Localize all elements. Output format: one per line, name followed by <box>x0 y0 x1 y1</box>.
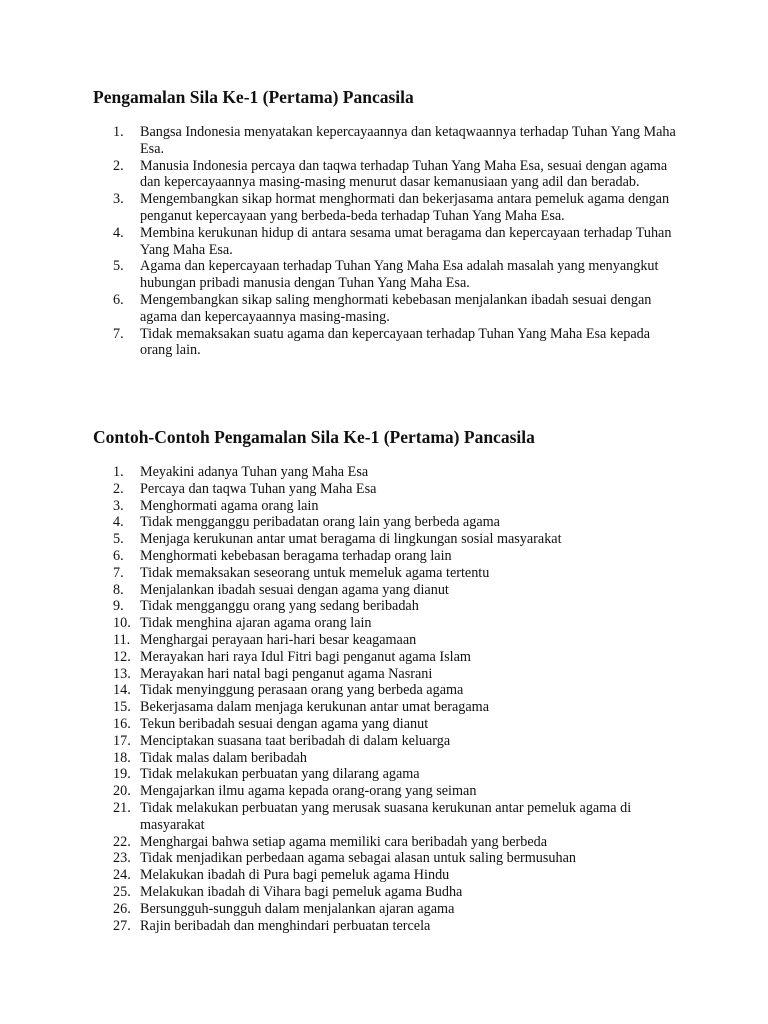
list-item <box>113 649 683 666</box>
list-item <box>113 464 683 481</box>
list-item <box>113 884 683 901</box>
list-item-text: Tidak menjadikan perbedaan agama sebagai alasan untuk saling bermusuhan <box>140 850 577 867</box>
list-item <box>113 158 683 192</box>
list-item-number: 13. <box>113 665 131 682</box>
list-item-number: 14. <box>113 682 131 699</box>
list-item <box>113 901 683 918</box>
list-item-number: 22. <box>113 833 131 850</box>
list-item-text: Merayakan hari natal bagi penganut agama Nasrani <box>140 665 433 682</box>
list-item-text: Tidak menghina ajaran agama orang lain <box>140 615 372 632</box>
list-item-text: Tidak melakukan perbuatan yang merusak suasana kerukunan antar pemeluk agama di masyarakat <box>140 799 632 833</box>
list-item-text: Tidak memaksakan suatu agama dan kepercayaan terhadap Tuhan Yang Maha Esa kepada orang lain. <box>140 325 651 359</box>
list-item-number: 15. <box>113 699 131 716</box>
list-item-number: 19. <box>113 766 131 783</box>
list-item-number: 21. <box>113 799 131 816</box>
list-item-text: Mengembangkan sikap hormat menghormati dan bekerjasama antara pemeluk agama dengan penganut kepercayaan yang berbeda-beda terhadap Tuhan Yang Maha Esa. <box>140 191 670 224</box>
list-item-text: Agama dan kepercayaan terhadap Tuhan Yang Maha Esa adalah masalah yang menyangkut hubungan pribadi manusia dengan Tuhan Yang Maha Esa. <box>140 258 659 292</box>
list-item-number: 9. <box>113 598 124 615</box>
list-item-number: 25. <box>113 883 131 900</box>
list-item-text: Tidak mengganggu peribadatan orang lain yang berbeda agama <box>140 514 500 531</box>
list-item-number: 3. <box>113 191 124 208</box>
list-item-number: 17. <box>113 732 131 749</box>
list-item <box>113 750 683 767</box>
list-item <box>113 716 683 733</box>
list-item-number: 10. <box>113 615 131 632</box>
list-item-text: Percaya dan taqwa Tuhan yang Maha Esa <box>140 480 377 497</box>
list-item <box>113 918 683 935</box>
list-item-text: Meyakini adanya Tuhan yang Maha Esa <box>140 464 369 480</box>
list-item-number: 5. <box>113 258 124 275</box>
list-item <box>113 699 683 716</box>
list-item-number: 1. <box>113 124 124 140</box>
list-item <box>113 867 683 884</box>
list-item-number: 4. <box>113 514 124 531</box>
list-item <box>113 292 683 326</box>
list-item-number: 2. <box>113 480 124 497</box>
list-item <box>113 548 683 565</box>
list-item-number: 6. <box>113 291 124 308</box>
list-item <box>113 258 683 292</box>
list-item-text: Melakukan ibadah di Vihara bagi pemeluk agama Budha <box>140 883 463 900</box>
list-item-text: Merayakan hari raya Idul Fitri bagi penganut agama Islam <box>140 648 471 665</box>
contoh-list <box>113 464 683 934</box>
list-item <box>113 225 683 259</box>
list-item-text: Membina kerukunan hidup di antara sesama umat beragama dan kepercayaan terhadap Tuhan Yang Maha Esa. <box>140 224 672 258</box>
list-item <box>113 733 683 750</box>
list-item <box>113 766 683 783</box>
list-item-number: 7. <box>113 325 124 342</box>
list-item-text: Menjalankan ibadah sesuai dengan agama yang dianut <box>140 581 449 598</box>
list-item-number: 6. <box>113 547 124 564</box>
list-item <box>113 666 683 683</box>
list-item-number: 18. <box>113 749 131 766</box>
list-item-number: 24. <box>113 867 131 884</box>
list-item <box>113 800 683 834</box>
list-item <box>113 326 683 360</box>
list-item <box>113 582 683 599</box>
section-heading-pengamalan: Pengamalan Sila Ke-1 (Pertama) Pancasila <box>93 87 414 107</box>
list-item <box>113 191 683 225</box>
list-item-text: Tekun beribadah sesuai dengan agama yang dianut <box>140 715 429 732</box>
list-item <box>113 514 683 531</box>
list-item-number: 8. <box>113 581 124 598</box>
list-item-text: Bersungguh-sungguh dalam menjalankan ajaran agama <box>140 900 455 917</box>
section-heading-contoh: Contoh-Contoh Pengamalan Sila Ke-1 (Pertama) Pancasila <box>93 427 535 447</box>
list-item-text: Tidak melakukan perbuatan yang dilarang agama <box>140 766 420 783</box>
list-item-number: 20. <box>113 783 131 800</box>
list-item <box>113 565 683 582</box>
list-item-number: 7. <box>113 564 124 581</box>
list-item-number: 26. <box>113 900 131 917</box>
list-item-text: Tidak menyinggung perasaan orang yang berbeda agama <box>140 682 464 699</box>
list-item-text: Rajin beribadah dan menghindari perbuatan tercela <box>140 917 431 934</box>
list-item-text: Menciptakan suasana taat beribadah di dalam keluarga <box>140 732 451 749</box>
list-item <box>113 531 683 548</box>
list-item <box>113 598 683 615</box>
list-item-number: 12. <box>113 648 131 665</box>
list-item-text: Mengembangkan sikap saling menghormati kebebasan menjalankan ibadah sesuai dengan agama dan kepercayaannya masing-masing. <box>140 291 652 325</box>
list-item-text: Menghargai perayaan hari-hari besar keagamaan <box>140 631 417 648</box>
list-item-text: Menjaga kerukunan antar umat beragama di lingkungan sosial masyarakat <box>140 531 562 548</box>
list-item-text: Bekerjasama dalam menjaga kerukunan antar umat beragama <box>140 699 490 716</box>
list-item <box>113 498 683 515</box>
list-item-text: Tidak malas dalam beribadah <box>140 749 307 766</box>
list-item <box>113 682 683 699</box>
list-item <box>113 850 683 867</box>
list-item-text: Menghargai bahwa setiap agama memiliki cara beribadah yang berbeda <box>140 833 548 850</box>
list-item <box>113 783 683 800</box>
list-item-number: 3. <box>113 497 124 514</box>
list-item-number: 2. <box>113 157 124 174</box>
list-item-text: Menghormati kebebasan beragama terhadap orang lain <box>140 547 452 564</box>
list-item-number: 5. <box>113 531 124 548</box>
list-item <box>113 632 683 649</box>
list-item-number: 11. <box>113 631 131 648</box>
list-item <box>113 615 683 632</box>
list-item-number: 16. <box>113 715 131 732</box>
list-item-text: Melakukan ibadah di Pura bagi pemeluk agama Hindu <box>140 867 450 884</box>
pengamalan-list <box>113 124 683 359</box>
list-item-text: Menghormati agama orang lain <box>140 497 319 514</box>
list-item <box>113 834 683 851</box>
list-item-text: Tidak memaksakan seseorang untuk memeluk agama tertentu <box>140 564 490 581</box>
list-item-number: 27. <box>113 917 131 934</box>
list-item-number: 4. <box>113 224 124 241</box>
list-item-text: Manusia Indonesia percaya dan taqwa terhadap Tuhan Yang Maha Esa, sesuai dengan agama dan kepercayaannya masing-masing menurut dasar kemanusiaan yang adil dan beradab. <box>140 157 668 191</box>
list-item-text: Mengajarkan ilmu agama kepada orang-orang yang seiman <box>140 783 477 800</box>
list-item-text: Bangsa Indonesia menyatakan kepercayaannya dan ketaqwaannya terhadap Tuhan Yang Maha Esa. <box>140 124 676 157</box>
list-item <box>113 124 683 158</box>
list-item-text: Tidak mengganggu orang yang sedang beribadah <box>140 598 419 615</box>
list-item-number: 1. <box>113 464 124 480</box>
list-item <box>113 481 683 498</box>
list-item-number: 23. <box>113 850 131 867</box>
